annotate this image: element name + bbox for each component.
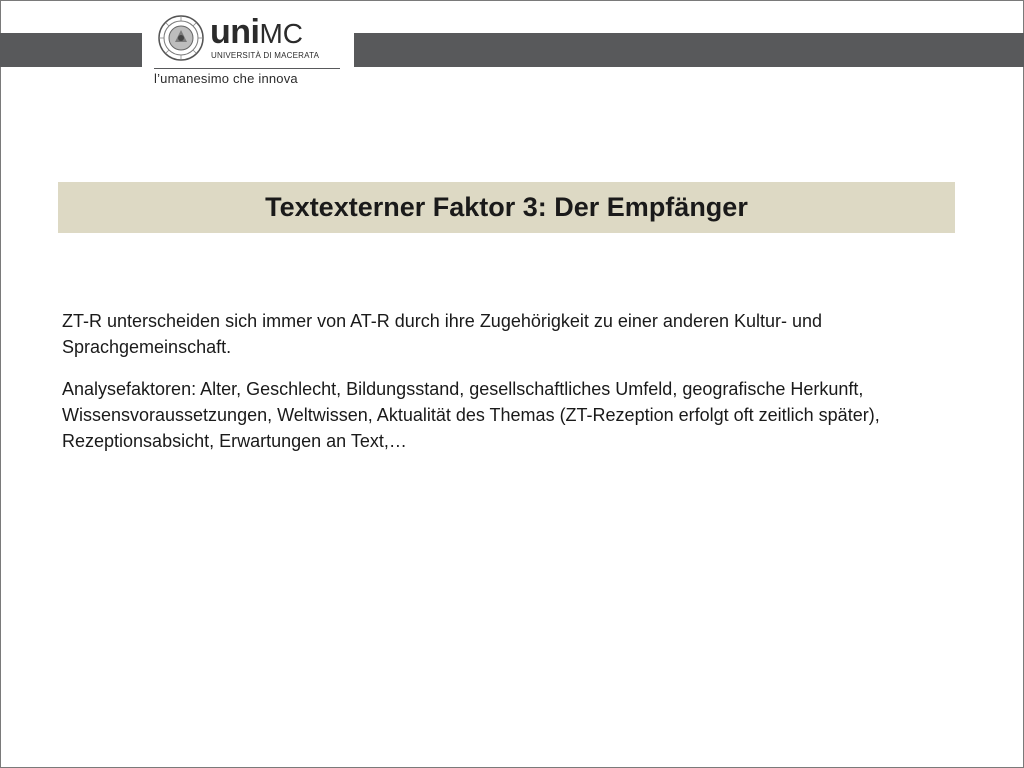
logo-divider <box>154 68 340 69</box>
slide-title: Textexterner Faktor 3: Der Empfänger <box>265 192 748 222</box>
header-bar-right <box>354 33 1024 67</box>
brand-wordmark <box>210 13 303 52</box>
paragraph: ZT-R unterscheiden sich immer von AT-R durch ihre Zugehörigkeit zu einer anderen Kultur- und Sprachgemeinschaft. <box>62 311 823 357</box>
brand-mc: MC <box>259 18 304 49</box>
logo-tagline: l’umanesimo che innova <box>154 71 298 86</box>
unimc-logo <box>150 10 350 95</box>
slide-body <box>62 308 962 470</box>
title-band <box>58 182 955 233</box>
university-name: UNIVERSITÀ DI MACERATA <box>211 51 320 60</box>
university-seal-icon <box>158 15 204 61</box>
paragraph: Analysefaktoren: Alter, Geschlecht, Bildungsstand, gesellschaftliches Umfeld, geografische Herkunft, Wissensvoraussetzungen, Weltwissen, Aktualität des Themas (ZT-Rezeption erfolgt oft zeitlich später), Rezeptionsabsicht, Erwartungen an Text,… <box>62 379 880 451</box>
header-bar-left <box>0 33 142 67</box>
brand-uni: uni <box>210 13 260 51</box>
